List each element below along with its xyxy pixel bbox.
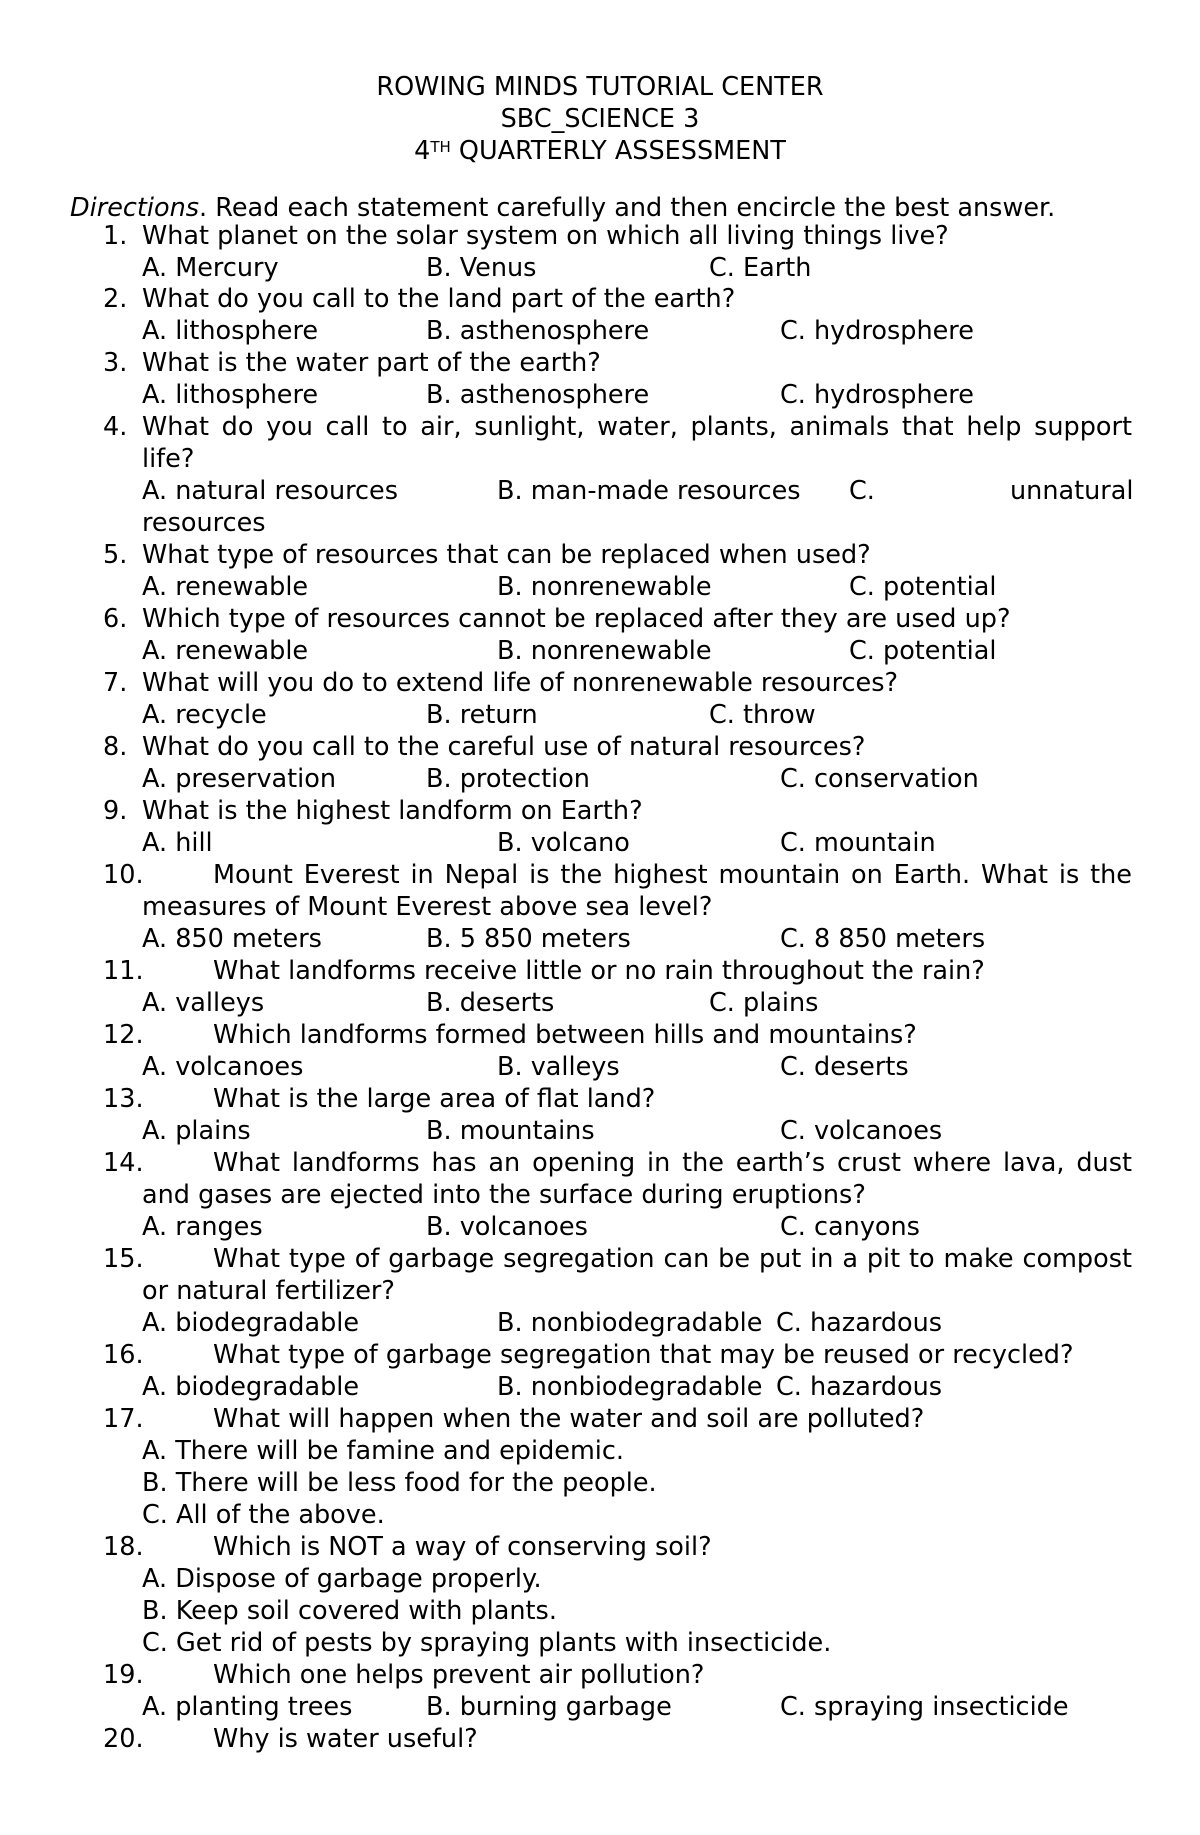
choice-c[interactable]: C. canyons (780, 1212, 920, 1242)
choice-c[interactable]: C. plains (709, 988, 819, 1018)
choice-c[interactable]: C. conservation (780, 764, 979, 794)
choice-c-text-cont[interactable]: resources (142, 508, 266, 538)
choice-a[interactable]: A. recycle (142, 700, 267, 730)
question-number: 15. (103, 1244, 144, 1274)
question-text-cont: life? (142, 444, 195, 474)
directions-label: Directions (70, 193, 200, 223)
question-number: 16. (103, 1340, 144, 1370)
choice-b[interactable]: B. mountains (426, 1116, 595, 1146)
choice-c[interactable]: C. Earth (709, 253, 812, 283)
question-text: Which one helps prevent air pollution? (213, 1660, 705, 1690)
directions-text: . Read each statement carefully and then encircle the best answer. (199, 193, 1056, 223)
choice-a[interactable]: A. renewable (142, 572, 309, 602)
question-text-cont: or natural fertilizer? (142, 1276, 395, 1306)
question-text: What type of resources that can be replaced when used? (142, 540, 871, 570)
question-text: What planet on the solar system on which all living things live? (142, 221, 949, 251)
choice-a[interactable]: A. renewable (142, 636, 309, 666)
question-text: What is the highest landform on Earth? (142, 796, 643, 826)
question-text: Which landforms formed between hills and mountains? (213, 1020, 917, 1050)
choice-c[interactable]: C. spraying insecticide (780, 1692, 1069, 1722)
question-number: 2. (103, 284, 128, 314)
assessment-title: 4TH QUARTERLY ASSESSMENT (414, 136, 786, 166)
question-number: 1. (103, 221, 128, 251)
choice-b[interactable]: B. asthenosphere (426, 380, 650, 410)
question-number: 4. (103, 412, 128, 442)
question-number: 12. (103, 1020, 144, 1050)
choice-b[interactable]: B. volcano (497, 828, 630, 858)
question-number: 5. (103, 540, 128, 570)
choice-a[interactable]: A. ranges (142, 1212, 263, 1242)
question-text: What type of garbage segregation can be put in a pit to make compost (213, 1244, 1132, 1274)
choice-c[interactable]: C. deserts (780, 1052, 909, 1082)
question-number: 20. (103, 1724, 144, 1754)
question-number: 6. (103, 604, 128, 634)
question-number: 13. (103, 1084, 144, 1114)
choice-a[interactable]: A. valleys (142, 988, 265, 1018)
choice-b[interactable]: B. man-made resources (497, 476, 801, 506)
choice-a[interactable]: A. biodegradable (142, 1308, 360, 1338)
choice-c[interactable]: C. Get rid of pests by spraying plants with insecticide. (142, 1628, 832, 1658)
choice-a[interactable]: A. There will be famine and epidemic. (142, 1436, 624, 1466)
choice-c[interactable]: C. All of the above. (142, 1500, 385, 1530)
question-text: What do you call to the land part of the earth? (142, 284, 736, 314)
choice-c[interactable]: C. hydrosphere (780, 380, 974, 410)
question-text: Which type of resources cannot be replaced after they are used up? (142, 604, 1011, 634)
question-text: What do you call to the careful use of natural resources? (142, 732, 866, 762)
question-text: What is the large area of flat land? (213, 1084, 656, 1114)
choice-b[interactable]: B. Venus (426, 253, 537, 283)
choice-b[interactable]: B. asthenosphere (426, 316, 650, 346)
question-number: 17. (103, 1404, 144, 1434)
choice-a[interactable]: A. preservation (142, 764, 337, 794)
subject-title: SBC_SCIENCE 3 (500, 104, 700, 134)
question-text: Why is water useful? (213, 1724, 478, 1754)
choice-b[interactable]: B. Keep soil covered with plants. (142, 1596, 557, 1626)
choice-c[interactable]: C. volcanoes (780, 1116, 943, 1146)
choice-b[interactable]: B. nonrenewable (497, 636, 712, 666)
question-text: Mount Everest in Nepal is the highest mountain on Earth. What is the (213, 860, 1132, 890)
question-text: Which is NOT a way of conserving soil? (213, 1532, 712, 1562)
choice-b[interactable]: B. valleys (497, 1052, 620, 1082)
choice-c[interactable]: C. mountain (780, 828, 936, 858)
choice-a[interactable]: A. biodegradable (142, 1372, 360, 1402)
choice-c[interactable]: C. hydrosphere (780, 316, 974, 346)
choice-c[interactable]: C. hazardous (776, 1372, 943, 1402)
question-text: What will happen when the water and soil are polluted? (213, 1404, 925, 1434)
question-text: What will you do to extend life of nonrenewable resources? (142, 668, 899, 698)
question-text: What landforms has an opening in the earth’s crust where lava, dust (213, 1148, 1132, 1178)
choice-b[interactable]: B. nonrenewable (497, 572, 712, 602)
choice-a[interactable]: A. plains (142, 1116, 251, 1146)
choice-b[interactable]: B. volcanoes (426, 1212, 588, 1242)
question-number: 7. (103, 668, 128, 698)
question-text-cont: and gases are ejected into the surface during eruptions? (142, 1180, 866, 1210)
choice-a[interactable]: A. volcanoes (142, 1052, 304, 1082)
choice-b[interactable]: B. nonbiodegradable (497, 1372, 763, 1402)
question-text: What landforms receive little or no rain throughout the rain? (213, 956, 985, 986)
question-number: 10. (103, 860, 144, 890)
choice-c[interactable]: C. potential (849, 572, 997, 602)
question-text: What is the water part of the earth? (142, 348, 601, 378)
choice-a[interactable]: A. planting trees (142, 1692, 353, 1722)
choice-c-text[interactable]: unnatural (1010, 476, 1134, 506)
choice-c[interactable]: C. hazardous (776, 1308, 943, 1338)
question-text: What type of garbage segregation that may be reused or recycled? (213, 1340, 1074, 1370)
question-number: 19. (103, 1660, 144, 1690)
question-number: 14. (103, 1148, 144, 1178)
choice-c[interactable]: C. (849, 476, 875, 506)
choice-a[interactable]: A. lithosphere (142, 316, 319, 346)
choice-b[interactable]: B. 5 850 meters (426, 924, 631, 954)
choice-a[interactable]: A. Dispose of garbage properly. (142, 1564, 542, 1594)
question-number: 11. (103, 956, 144, 986)
choice-b[interactable]: B. nonbiodegradable (497, 1308, 763, 1338)
choice-b[interactable]: B. protection (426, 764, 590, 794)
choice-b[interactable]: B. deserts (426, 988, 555, 1018)
question-number: 9. (103, 796, 128, 826)
question-number: 8. (103, 732, 128, 762)
choice-a[interactable]: A. Mercury (142, 253, 279, 283)
choice-a[interactable]: A. natural resources (142, 476, 399, 506)
question-number: 3. (103, 348, 128, 378)
choice-c[interactable]: C. potential (849, 636, 997, 666)
school-name: ROWING MINDS TUTORIAL CENTER (376, 72, 824, 102)
choice-c[interactable]: C. 8 850 meters (780, 924, 986, 954)
choice-a[interactable]: A. 850 meters (142, 924, 322, 954)
choice-b[interactable]: B. return (426, 700, 538, 730)
choice-c[interactable]: C. throw (709, 700, 816, 730)
question-text: What do you call to air, sunlight, water, plants, animals that help support (142, 412, 1132, 442)
choice-a[interactable]: A. hill (142, 828, 213, 858)
question-number: 18. (103, 1532, 144, 1562)
choice-b[interactable]: B. burning garbage (426, 1692, 672, 1722)
choice-b[interactable]: B. There will be less food for the people. (142, 1468, 657, 1498)
question-text-cont: measures of Mount Everest above sea level? (142, 892, 713, 922)
choice-a[interactable]: A. lithosphere (142, 380, 319, 410)
